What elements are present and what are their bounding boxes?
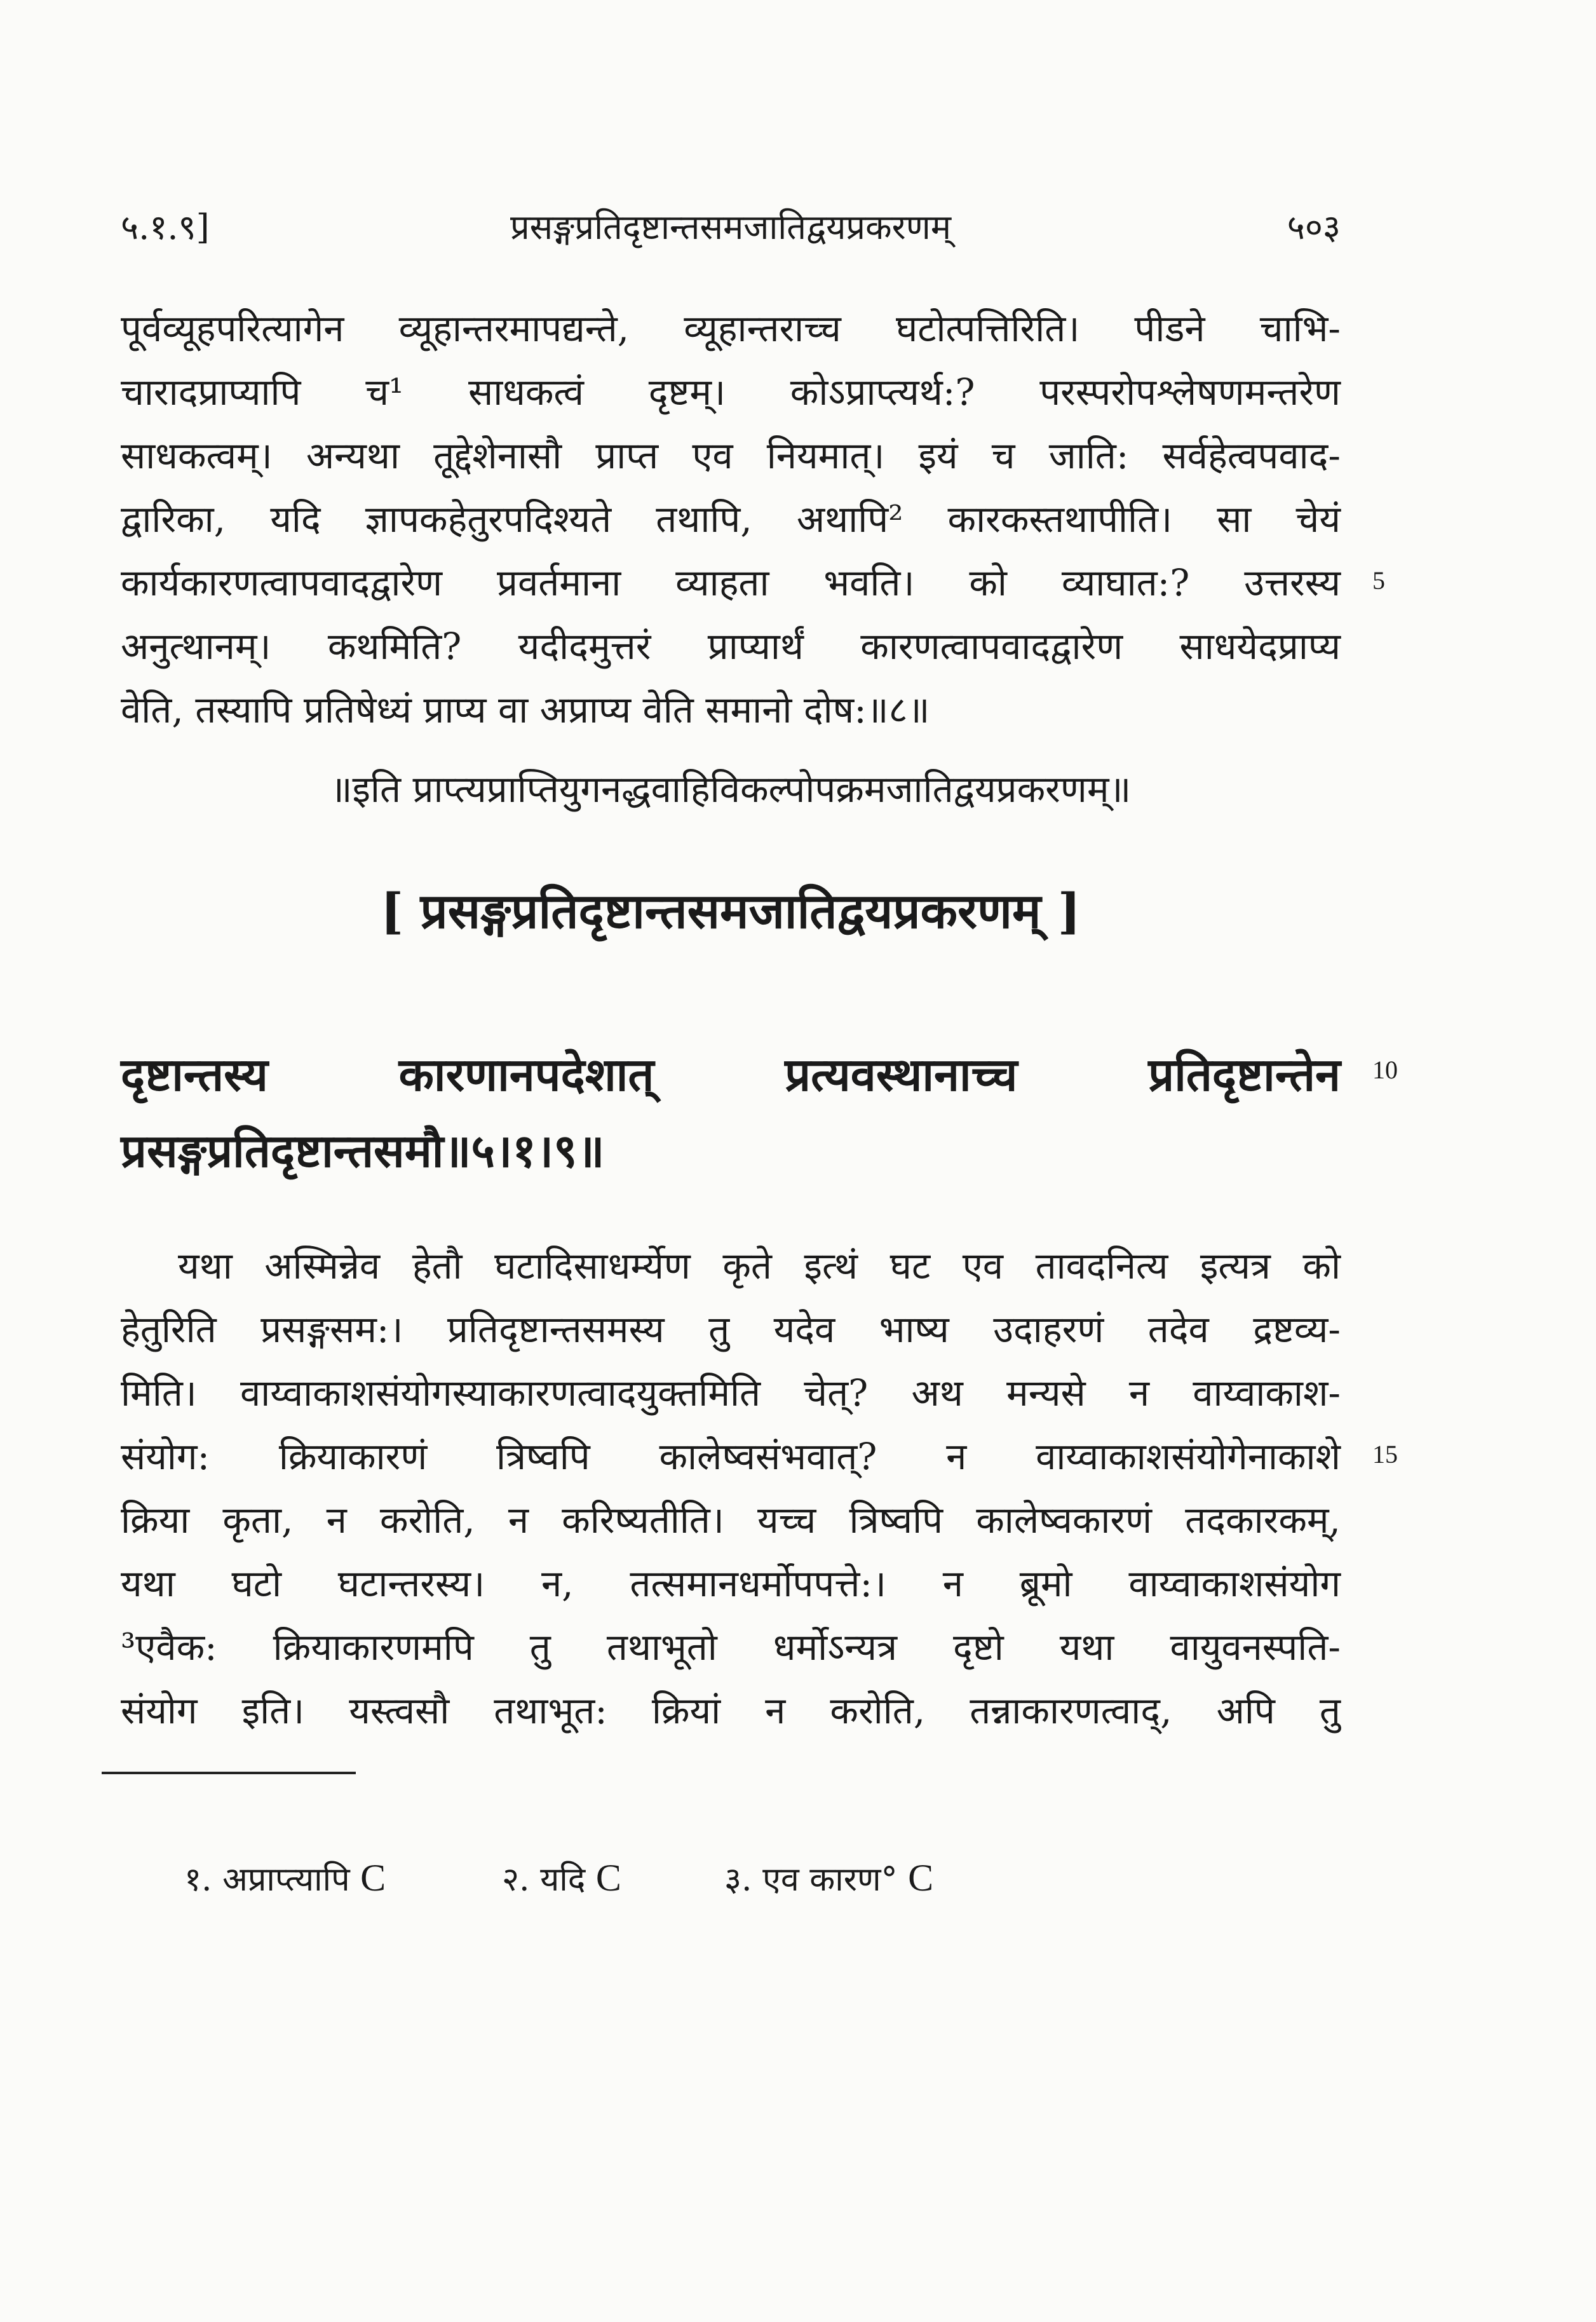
section-heading: [ प्रसङ्गप्रतिदृष्टान्तसमजातिद्वयप्रकरणम् ] <box>381 883 1081 939</box>
text-line: हेतुरिति प्रसङ्गसम:। प्रतिदृष्टान्तसमस्य तु यदेव भाष्य उदाहरणं तदेव द्रष्टव्य- <box>121 1308 1341 1351</box>
page-number: ५०३ <box>1287 207 1341 247</box>
line-number: 15 <box>1372 1440 1398 1469</box>
text-line: कार्यकारणत्वापवादद्वारेण प्रवर्तमाना व्याहता भवति। को व्याघात:? उत्तरस्य <box>121 561 1341 604</box>
text-line: वेति, तस्यापि प्रतिषेध्यं प्राप्य वा अप्राप्य वेति समानो दोष:॥८॥ <box>121 688 930 731</box>
footnote: २. यदि C <box>502 1857 621 1899</box>
line-number: 10 <box>1372 1056 1398 1084</box>
text-line: द्वारिका, यदि ज्ञापकहेतुरपदिश्यते तथापि, अथापि² कारकस्तथापीति। सा चेयं <box>121 498 1341 541</box>
text-line: ³एवैक: क्रियाकारणमपि तु तथाभूतो धर्मोऽन्यत्र दृष्टो यथा वायुवनस्पति- <box>121 1626 1341 1669</box>
footnote: १. अप्राप्त्यापि C <box>184 1857 386 1899</box>
running-title: प्रसङ्गप्रतिदृष्टान्तसमजातिद्वयप्रकरणम् <box>510 207 952 247</box>
text-line: अनुत्थानम्। कथमिति? यदीदमुत्तरं प्राप्यार्थं कारणत्वापवादद्वारेण साधयेदप्राप्य <box>121 625 1341 668</box>
text-line: साधकत्वम्। अन्यथा तूद्देशेनासौ प्राप्त एव नियमात्। इयं च जाति: सर्वहेत्वपवाद- <box>121 434 1341 477</box>
section-number: ५.१.९] <box>121 207 210 247</box>
text-line: संयोग इति। यस्त्वसौ तथाभूत: क्रियां न करोति, तन्नाकारणत्वाद्, अपि तु <box>121 1689 1341 1732</box>
text-line: यथा अस्मिन्नेव हेतौ घटादिसाधर्म्येण कृते इत्थं घट एव तावदनित्य इत्यत्र को <box>178 1244 1341 1287</box>
text-line: संयोग: क्रियाकारणं त्रिष्वपि कालेष्वसंभवात्? न वाय्वाकाशसंयोगेनाकाशे <box>121 1435 1341 1478</box>
text-line: यथा घटो घटान्तरस्य। न, तत्समानधर्मोपपत्ते:। न ब्रूमो वाय्वाकाशसंयोग <box>121 1562 1341 1605</box>
line-number: 5 <box>1372 566 1385 595</box>
text-line: क्रिया कृता, न करोति, न करिष्यतीति। यच्च त्रिष्वपि कालेष्वकारणं तदकारकम्, <box>121 1498 1341 1542</box>
footnote: ३. एव कारण° C <box>724 1857 934 1899</box>
text-line: पूर्वव्यूहपरित्यागेन व्यूहान्तरमापद्यन्ते, व्यूहान्तराच्च घटोत्पत्तिरिति। पीडने चाभि- <box>121 307 1341 350</box>
sutra-line: प्रसङ्गप्रतिदृष्टान्तसमौ॥५।१।९॥ <box>121 1124 605 1178</box>
sutra-line: दृष्टान्तस्य कारणानपदेशात् प्रत्यवस्थानाच्च प्रतिदृष्टान्तेन <box>121 1047 1341 1101</box>
text-line: मिति। वाय्वाकाशसंयोगस्याकारणत्वादयुक्तमिति चेत्? अथ मन्यसे न वाय्वाकाश- <box>121 1371 1341 1415</box>
section-closing: ॥इति प्राप्त्यप्राप्तियुगनद्धवाहिविकल्पोपक्रमजातिद्वयप्रकरणम्॥ <box>330 768 1132 811</box>
running-head <box>121 202 1341 253</box>
footnote-rule <box>102 1772 356 1774</box>
text-line: चारादप्राप्यापि च¹ साधकत्वं दृष्टम्। कोऽप्राप्त्यर्थ:? परस्परोपश्लेषणमन्तरेण <box>121 370 1341 414</box>
